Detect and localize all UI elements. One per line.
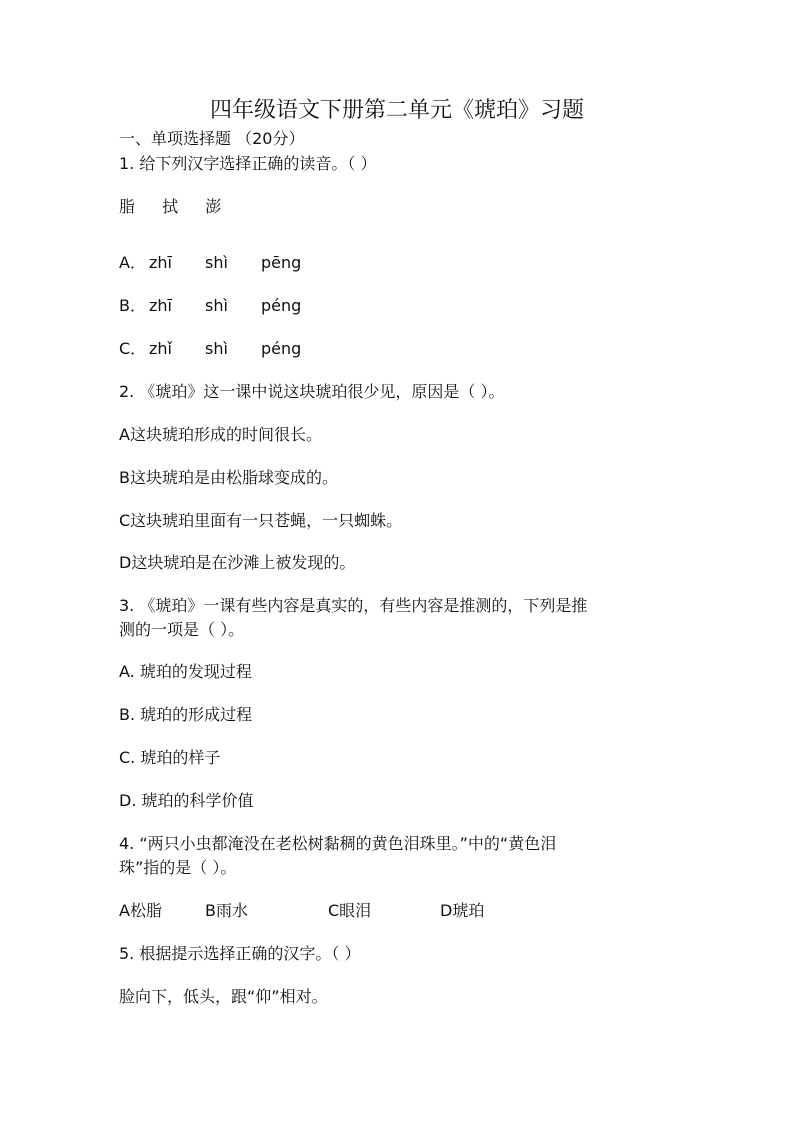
option-label: A． <box>119 253 146 272</box>
option: C眼泪 <box>328 901 372 920</box>
question-3-option-b: B. 琥珀的形成过程 <box>119 705 253 724</box>
question-1-option-b <box>119 294 689 317</box>
question-2-option-c: C这块琥珀里面有一只苍蝇，一只蜘蛛。 <box>119 511 403 530</box>
option-label: B． <box>119 296 146 315</box>
question-1-stem: 1. 给下列汉字选择正确的读音。（ ） <box>119 154 377 173</box>
question-3-option-d: D. 琥珀的科学价值 <box>119 791 254 810</box>
question-1-characters <box>119 195 689 218</box>
question-4-stem-line-2: 珠”指的是（ ）。 <box>119 858 237 877</box>
option-label: C． <box>119 339 147 358</box>
question-4-options <box>119 899 689 922</box>
pinyin: péng <box>261 339 302 358</box>
question-1-option-a <box>119 251 689 274</box>
option: B雨水 <box>205 901 248 920</box>
question-2-option-b: B这块琥珀是由松脂球变成的。 <box>119 468 338 487</box>
option: D琥珀 <box>440 901 485 920</box>
section-heading: 一、单项选择题 （20分） <box>119 129 305 148</box>
question-2-option-a: A这块琥珀形成的时间很长。 <box>119 425 322 444</box>
option: A松脂 <box>119 901 162 920</box>
question-5-stem: 5. 根据提示选择正确的汉字。（ ） <box>119 944 361 963</box>
pinyin: zhī <box>149 253 172 272</box>
question-3-option-a: A. 琥珀的发现过程 <box>119 662 252 681</box>
question-3-stem-line-2: 测的一项是（ ）。 <box>119 620 245 639</box>
pinyin: shì <box>205 253 228 272</box>
pinyin: pēng <box>261 253 302 272</box>
character: 澎 <box>205 197 222 216</box>
character: 脂 <box>119 197 136 216</box>
character: 拭 <box>162 197 179 216</box>
question-2-option-d: D这块琥珀是在沙滩上被发现的。 <box>119 553 356 572</box>
pinyin: shì <box>205 339 228 358</box>
question-2-stem: 2. 《琥珀》这一课中说这块琥珀很少见，原因是（ ）。 <box>119 382 505 401</box>
question-5-hint: 脸向下，低头，跟“仰”相对。 <box>119 987 328 1006</box>
question-1-option-c <box>119 337 689 360</box>
pinyin: shì <box>205 296 228 315</box>
question-3-stem-line-1: 3. 《琥珀》一课有些内容是真实的，有些内容是推测的，下列是推 <box>119 596 588 615</box>
question-3-option-c: C. 琥珀的样子 <box>119 748 221 767</box>
pinyin: zhī <box>149 296 172 315</box>
page-title: 四年级语文下册第二单元《琥珀》习题 <box>209 98 584 123</box>
pinyin: péng <box>261 296 302 315</box>
question-4-stem-line-1: 4. “两只小虫都淹没在老松树黏稠的黄色泪珠里。”中的“黄色泪 <box>119 834 557 853</box>
pinyin: zhǐ <box>149 339 172 358</box>
